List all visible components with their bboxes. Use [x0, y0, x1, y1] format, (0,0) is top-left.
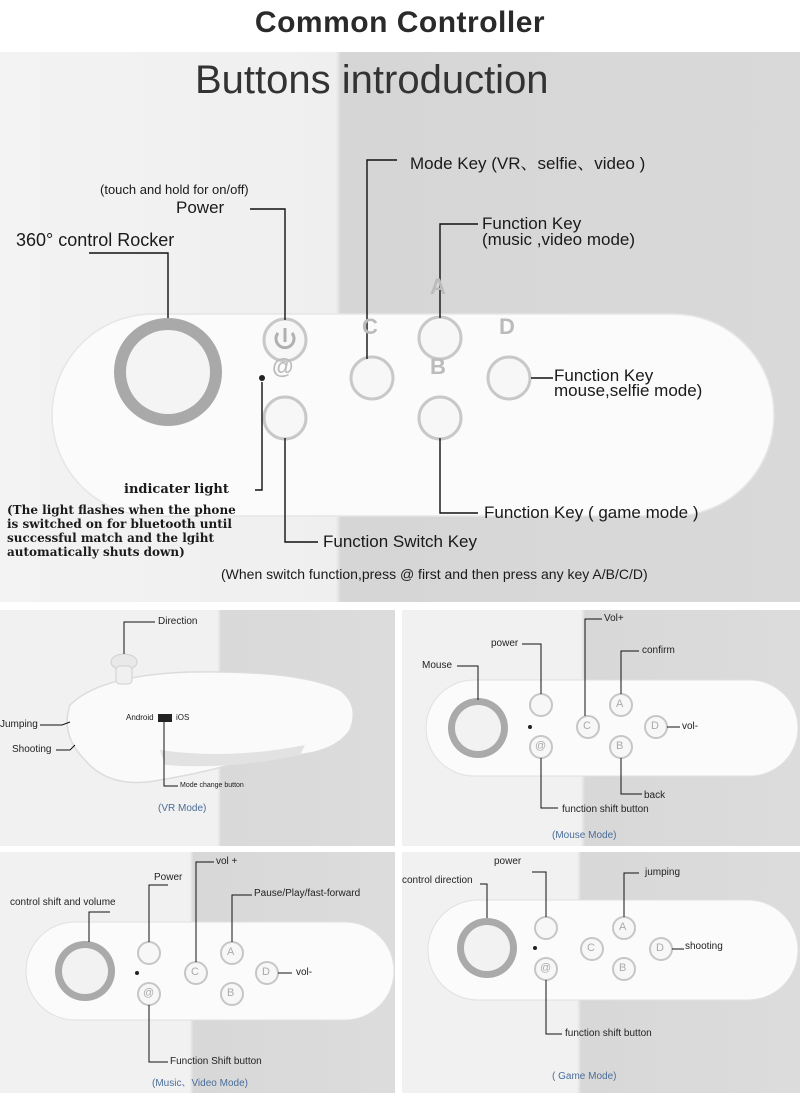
- b-key-label: B: [430, 354, 446, 379]
- mouse-at-key: @: [535, 740, 547, 752]
- game-shooting-label: shooting: [685, 941, 723, 952]
- function-switch-key-label: Function Switch Key: [323, 532, 478, 551]
- at-key-label: @: [272, 354, 294, 379]
- function-key-d-line2: mouse,selfie mode): [554, 381, 703, 400]
- music-vol-minus-label: vol-: [296, 967, 313, 978]
- music-shift-label: Function Shift button: [170, 1056, 262, 1067]
- jumping-label: Jumping: [0, 719, 38, 730]
- music-pause-label: Pause/Play/fast-forward: [254, 888, 361, 899]
- mouse-shift-label: function shift button: [562, 804, 649, 815]
- light-note-4: automatically shuts down): [7, 545, 185, 559]
- function-key-b-label: Function Key ( game mode ): [484, 503, 699, 522]
- shooting-label: Shooting: [12, 744, 52, 755]
- light-note-3: successful match and the lgiht: [7, 531, 215, 545]
- mouse-power-label: power: [491, 638, 519, 649]
- power-hint-label: (touch and hold for on/off): [100, 182, 249, 197]
- function-key-a-line1: Function Key: [482, 214, 582, 233]
- mode-key-label: Mode Key (VR、selfie、video ): [410, 154, 646, 173]
- mouse-vol-plus-label: Vol+: [604, 613, 624, 624]
- game-b-key: B: [619, 962, 627, 974]
- a-key-label: A: [430, 274, 446, 299]
- game-jumping-label: jumping: [645, 867, 681, 878]
- music-mode-caption: (Music、Video Mode): [152, 1078, 248, 1089]
- main-panel: [0, 52, 800, 602]
- music-mode-panel: [0, 852, 395, 1093]
- c-key-label: C: [362, 314, 378, 339]
- mouse-c-key: C: [583, 720, 591, 732]
- ios-label: iOS: [176, 713, 190, 722]
- game-mode-caption: ( Game Mode): [552, 1071, 617, 1082]
- music-a-key: A: [227, 946, 235, 958]
- light-note-1: (The light flashes when the phone: [7, 503, 236, 517]
- section-heading: Buttons introduction: [195, 58, 549, 102]
- game-mode-panel: [402, 852, 800, 1093]
- d-key-label: D: [499, 314, 515, 339]
- music-c-key: C: [191, 966, 199, 978]
- a-button: [419, 317, 461, 359]
- indicator-light-label: indicater light: [124, 482, 229, 497]
- indicator-light-dot: [259, 375, 265, 381]
- android-label: Android: [126, 713, 154, 722]
- function-key-a-line2: (music ,video mode): [482, 230, 636, 249]
- mouse-mouse-label: Mouse: [422, 660, 453, 671]
- music-at-key: @: [143, 987, 155, 999]
- mouse-mode-panel: [402, 610, 800, 846]
- game-controller-illustration: [402, 852, 800, 1093]
- mouse-mode-caption: (Mouse Mode): [552, 830, 617, 841]
- rocker-stick: [126, 330, 210, 414]
- mouse-back-label: back: [644, 790, 666, 801]
- c-button: [351, 357, 393, 399]
- music-shift-volume-label: control shift and volume: [10, 897, 116, 908]
- mouse-b-key: B: [616, 740, 624, 752]
- game-power-label: power: [494, 856, 522, 867]
- music-b-key: B: [227, 987, 235, 999]
- game-c-key: C: [587, 942, 595, 954]
- mouse-a-key: A: [616, 698, 624, 710]
- at-button: [264, 397, 306, 439]
- mouse-vol-minus-label: vol-: [682, 721, 699, 732]
- game-d-key: D: [656, 942, 664, 954]
- rocker-label: 360° control Rocker: [16, 230, 175, 250]
- vr-mode-caption: (VR Mode): [158, 803, 207, 814]
- music-vol-plus-label: vol +: [216, 856, 238, 867]
- mouse-confirm-label: confirm: [642, 645, 675, 656]
- music-power-label: Power: [154, 872, 183, 883]
- music-d-key: D: [262, 966, 270, 978]
- function-key-d-line1: Function Key: [554, 366, 654, 385]
- d-button: [488, 357, 530, 399]
- game-direction-label: control direction: [402, 875, 473, 886]
- game-a-key: A: [619, 921, 627, 933]
- mode-change-label: Mode change button: [180, 782, 244, 789]
- b-button: [419, 397, 461, 439]
- vr-mode-panel: [0, 610, 395, 846]
- light-note-2: is switched on for bluetooth until: [7, 517, 232, 531]
- mouse-d-key: D: [651, 720, 659, 732]
- game-shift-label: function shift button: [565, 1028, 652, 1039]
- mode-switch-icon: [158, 714, 172, 722]
- direction-label: Direction: [158, 616, 198, 627]
- page-title: Common Controller: [254, 6, 546, 39]
- game-at-key: @: [540, 962, 552, 974]
- power-label: Power: [176, 198, 225, 217]
- switch-note-label: (When switch function,press @ first and then press any key A/B/C/D): [221, 566, 648, 582]
